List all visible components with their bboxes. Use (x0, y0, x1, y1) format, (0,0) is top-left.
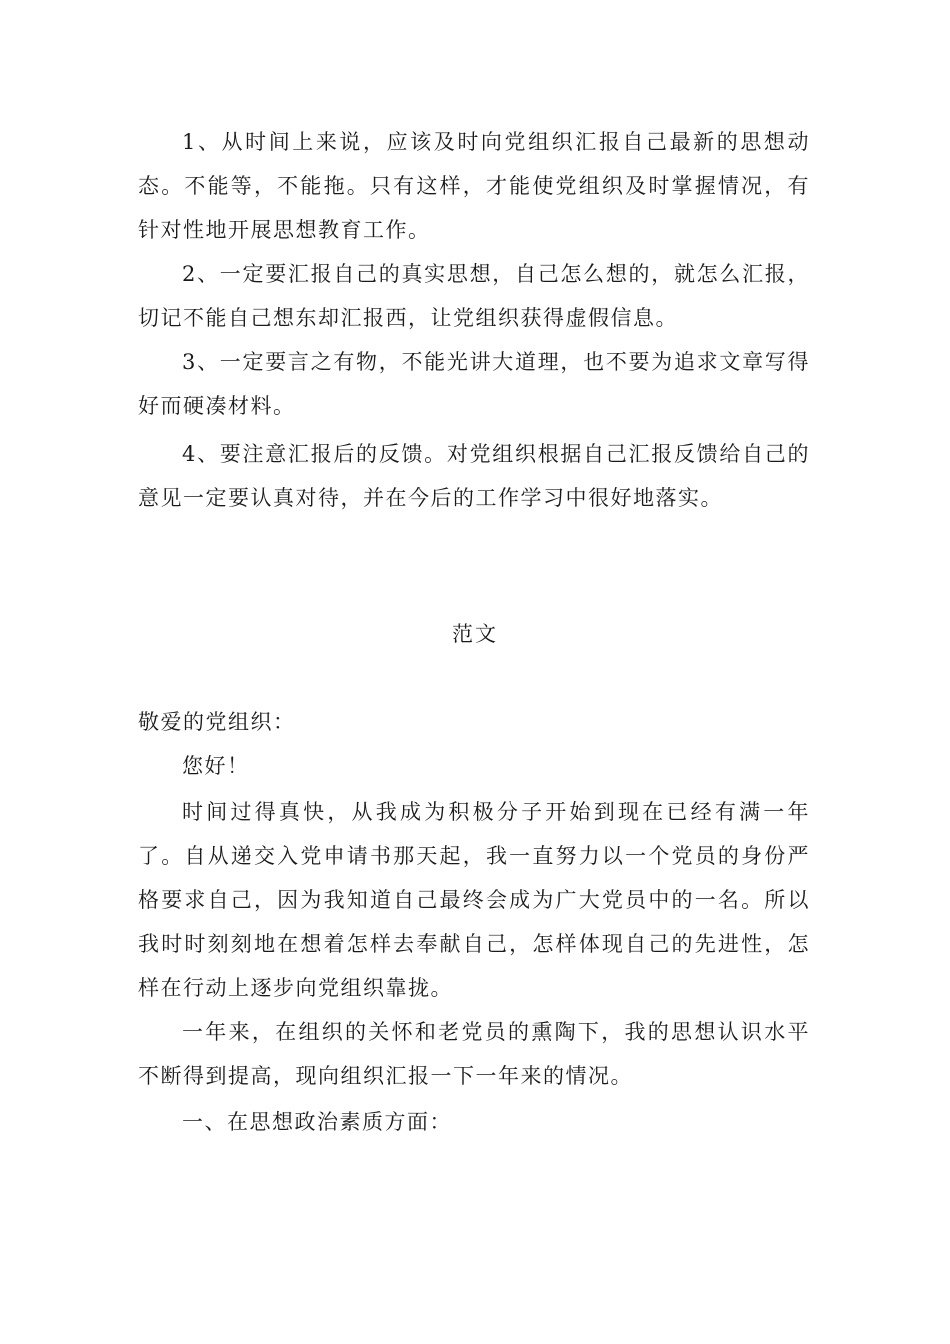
letter-salutation: 敬爱的党组织： (138, 710, 296, 734)
guideline-item-1: 1、从时间上来说，应该及时向党组织汇报自己最新的思想动态。不能等，不能拖。只有这样，才能使党组织及时掌握情况，有针对性地开展思想教育工作。 (138, 130, 810, 242)
letter-greeting: 您好！ (182, 754, 250, 778)
guideline-item-2: 2、一定要汇报自己的真实思想，自己怎么想的，就怎么汇报，切记不能自己想东却汇报西，让党组织获得虚假信息。 (138, 262, 810, 330)
letter-paragraph-2: 一年来，在组织的关怀和老党员的熏陶下，我的思想认识水平不断得到提高，现向组织汇报一下一年来的情况。 (138, 1020, 810, 1088)
sample-title: 范文 (452, 622, 498, 646)
guideline-item-4: 4、要注意汇报后的反馈。对党组织根据自己汇报反馈给自己的意见一定要认真对待，并在今后的工作学习中很好地落实。 (138, 442, 810, 510)
guideline-item-3: 3、一定要言之有物，不能光讲大道理，也不要为追求文章写得好而硬凑材料。 (138, 350, 810, 418)
section-heading: 一、在思想政治素质方面： (182, 1110, 452, 1134)
letter-paragraph-1: 时间过得真快，从我成为积极分子开始到现在已经有满一年了。自从递交入党申请书那天起，我一直努力以一个党员的身份严格要求自己，因为我知道自己最终会成为广大党员中的一名。所以我时时刻刻地在想着怎样去奉献自己，怎样体现自己的先进性，怎样在行动上逐步向党组织靠拢。 (138, 800, 810, 1000)
